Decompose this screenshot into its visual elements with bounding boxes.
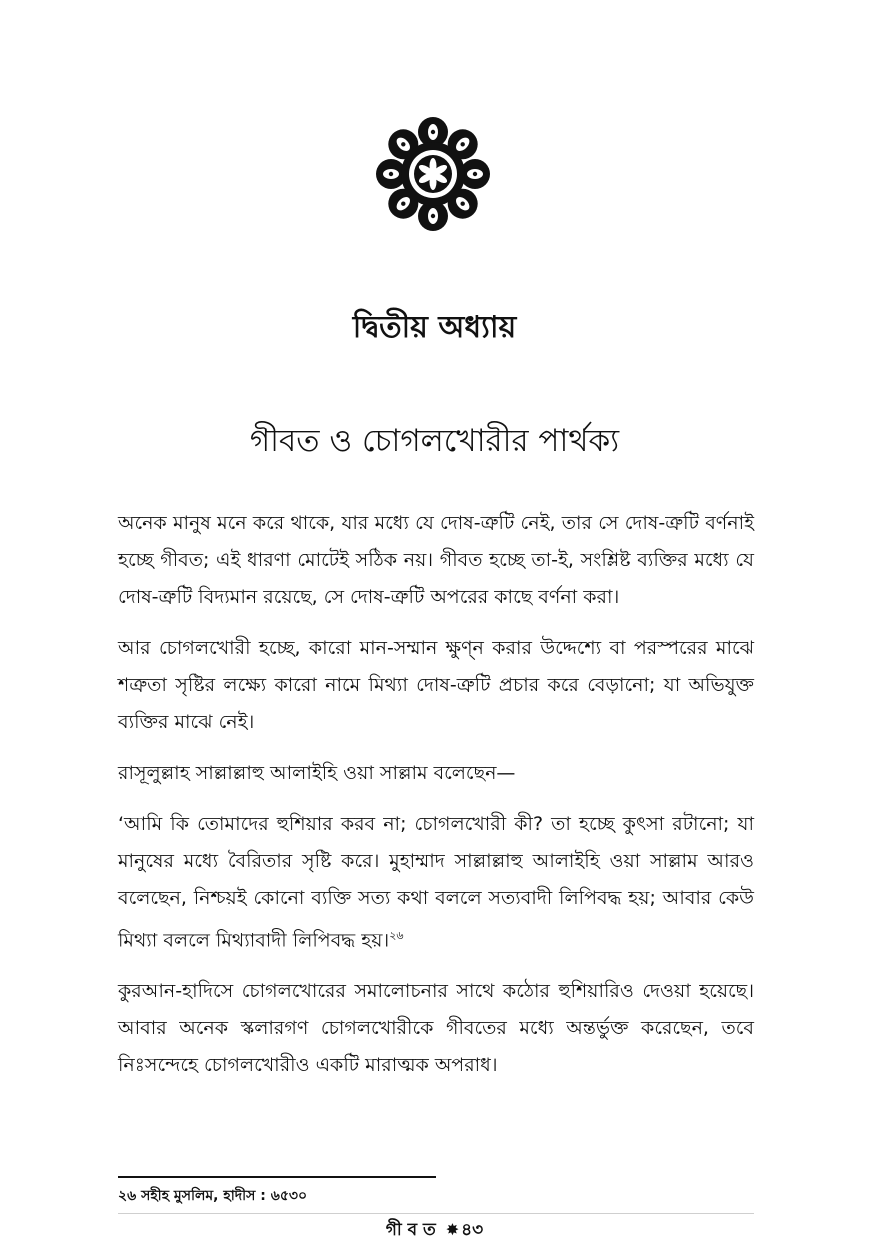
eight-point-star-icon: ✸: [445, 1220, 460, 1239]
page-number: ৪৩: [461, 1220, 484, 1240]
ornament-petal-dot: [473, 172, 477, 176]
body-text: [118, 505, 754, 1098]
paragraph-1: অনেক মানুষ মনে করে থাকে, যার মধ্যে যে দোষ-ত্রুটি নেই, তার সে দোষ-ত্রুটি বর্ণনাই হচ্ছে গীবত; এই ধারণা মোটেই সঠিক নয়। গীবত হচ্ছে তা-ই, সংশ্লিষ্ট ব্যক্তির মধ্যে যে দোষ-ত্রুটি বিদ্যমান রয়েছে, সে দোষ-ত্রুটি অপরের কাছে বর্ণনা করা।: [118, 512, 754, 608]
footnote-divider: [118, 1176, 436, 1178]
paragraph-3: রাসূলুল্লাহ সাল্লাল্লাহু আলাইহি ওয়া সাল্লাম বলেছেন—: [118, 762, 516, 784]
ornament-petal-dot: [389, 172, 393, 176]
ornament-petal-dot: [401, 142, 405, 146]
paragraph-4-quote: [118, 806, 754, 959]
ornament-petal-dot: [431, 130, 435, 134]
ornament-petal-dot: [431, 214, 435, 218]
footer-book-title: গী ব ত: [385, 1220, 436, 1240]
footer-divider: [118, 1213, 754, 1214]
footnote: ২৬ সহীহ মুসলিম, হাদীস : ৬৫৩০: [118, 1188, 308, 1204]
ornament-petal-dot: [401, 201, 405, 205]
quote-text: ‘আমি কি তোমাদের হুশিয়ার করব না; চোগলখোরী কী? তা হচ্ছে কুৎসা রটানো; যা মানুষের মধ্যে বৈরিতার সৃষ্টি করে। মুহাম্মাদ সাল্লাল্লাহু আলাইহি ওয়া সাল্লাম আরও বলেছেন, নিশ্চয়ই কোনো ব্যক্তি সত্য কথা বললে সত্যবাদী লিপিবদ্ধ হয়; আবার কেউ মিথ্যা বললে মিথ্যাবাদী লিপিবদ্ধ হয়।: [118, 813, 754, 952]
paragraph-5: কুরআন-হাদিসে চোগলখোরের সমালোচনার সাথে কঠোর হুশিয়ারিও দেওয়া হয়েছে। আবার অনেক স্কলারগণ চোগলখোরীকে গীবতের মধ্যে অন্তর্ভুক্ত করেছেন, তবে নিঃসন্দেহে চোগলখোরীও একটি মারাত্মক অপরাধ।: [118, 980, 754, 1077]
chapter-title: গীবত ও চোগলখোরীর পার্থক্য: [249, 423, 620, 459]
page-footer: [0, 1217, 869, 1243]
chapter-label: দ্বিতীয় অধ্যায়: [352, 310, 517, 345]
ornament-petal-dot: [460, 201, 464, 205]
footnote-ref[interactable]: ২৬: [389, 929, 404, 942]
floral-rosette-icon: [373, 114, 493, 234]
ornament-petal-dot: [460, 142, 464, 146]
paragraph-2: আর চোগলখোরী হচ্ছে, কারো মান-সম্মান ক্ষুণ্ন করার উদ্দেশ্যে বা পরস্পরের মাঝে শত্রুতা সৃষ্টির লক্ষ্যে কারো নামে মিথ্যা দোষ-ত্রুটি প্রচার করে বেড়ানো; যা অভিযুক্ত ব্যক্তির মাঝে নেই।: [118, 637, 754, 733]
